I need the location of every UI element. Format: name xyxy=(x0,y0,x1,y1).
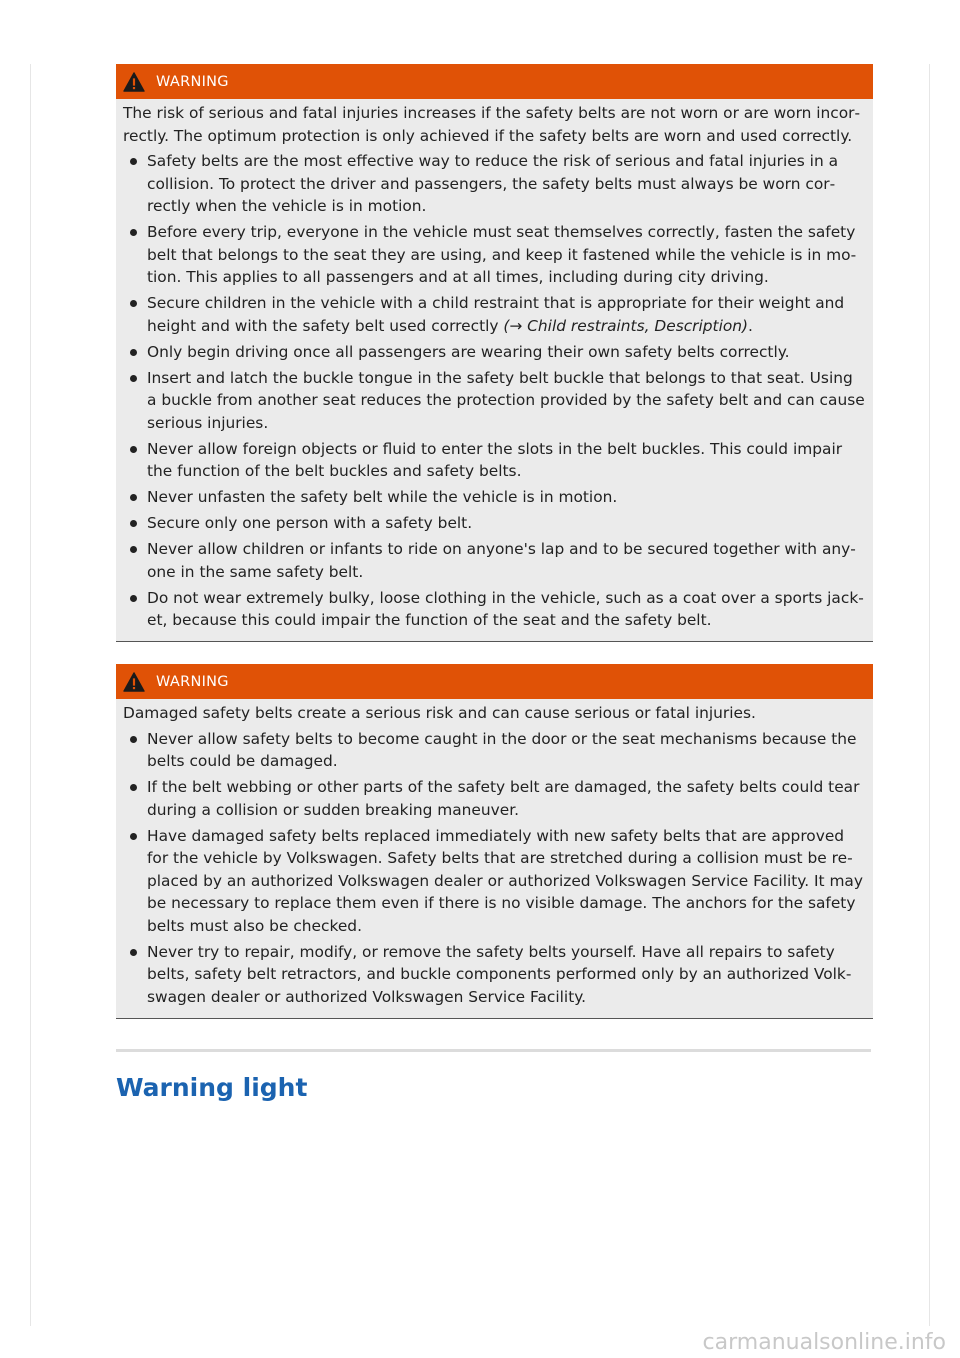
reference-suffix: . xyxy=(748,316,753,335)
child-restraints-reference-link[interactable]: (→ Child restraints, Description) xyxy=(503,316,749,335)
bullet-item: Never unfasten the safety belt while the vehicle is in motion. xyxy=(123,486,865,509)
page-margin-left xyxy=(30,64,31,1326)
bullet-item xyxy=(123,292,865,337)
warning-intro: The risk of serious and fatal injuries increases if the safety belts are not worn or are worn incorrectly. The optimum protection is only achieved if the safety belts are worn and used correctly. xyxy=(123,104,861,145)
bullet-item: Insert and latch the buckle tongue in the safety belt buckle that belongs to that seat. Using a buckle from another seat reduces the protection provided by the safety belt and can cause serious injuries. xyxy=(123,367,865,435)
bullet-item: Never try to repair, modify, or remove the safety belts yourself. Have all repairs to safety belts, safety belt retractors, and buckle components performed only by an authorized Volkswagen dealer or authorized Volkswagen Service Facility. xyxy=(123,941,865,1009)
warning-intro: Damaged safety belts create a serious risk and can cause serious or fatal injuries. xyxy=(123,704,756,722)
warning-body xyxy=(116,699,873,1018)
bullet-item: Do not wear extremely bulky, loose clothing in the vehicle, such as a coat over a sports jacket, because this could impair the function of the seat and the safety belt. xyxy=(123,587,865,632)
warning-title: WARNING xyxy=(156,673,229,690)
page-margin-right xyxy=(929,64,930,1326)
warning-bullet-list xyxy=(123,150,865,632)
bullet-item: Never allow children or infants to ride on anyone's lap and to be secured together with anyone in the same safety belt. xyxy=(123,538,865,583)
bullet-text: Secure children in the vehicle with a child restraint that is appropriate for their weight and height and with the safety belt used correctly xyxy=(147,294,845,335)
warning-triangle-icon xyxy=(123,72,145,92)
bullet-item: Have damaged safety belts replaced immediately with new safety belts that are approved for the vehicle by Volkswagen. Safety belts that are stretched during a collision must be replaced by an authorized Volkswagen dealer or authorized Volkswagen Service Facility. It may be necessary to replace them even if there is no visible damage. The anchors for the safety belts must also be checked. xyxy=(123,825,865,938)
bullet-item: Before every trip, everyone in the vehicle must seat themselves correctly, fasten the safety belt that belongs to the seat they are using, and keep it fastened while the vehicle is in motion. This applies to all passengers and at all times, including during city driving. xyxy=(123,221,865,289)
watermark: carmanualsonline.info xyxy=(702,1330,946,1355)
warning-box-damaged-belts xyxy=(116,664,873,1019)
bullet-item: Safety belts are the most effective way to reduce the risk of serious and fatal injuries in a collision. To protect the driver and passengers, the safety belts must always be worn correctly when the vehicle is in motion. xyxy=(123,150,865,218)
warning-header xyxy=(116,664,873,699)
warning-body xyxy=(116,99,873,641)
warning-bullet-list xyxy=(123,728,865,1009)
bullet-item: If the belt webbing or other parts of the safety belt are damaged, the safety belts could tear during a collision or sudden breaking maneuver. xyxy=(123,776,865,821)
bullet-item: Never allow foreign objects or fluid to enter the slots in the belt buckles. This could impair the function of the belt buckles and safety belts. xyxy=(123,438,865,483)
section-divider xyxy=(116,1049,871,1052)
bullet-item: Secure only one person with a safety belt. xyxy=(123,512,865,535)
warning-box-seatbelt-usage xyxy=(116,64,873,642)
section-heading: Warning light xyxy=(116,1073,308,1102)
warning-header xyxy=(116,64,873,99)
bullet-item: Only begin driving once all passengers are wearing their own safety belts correctly. xyxy=(123,341,865,364)
bullet-item: Never allow safety belts to become caught in the door or the seat mechanisms because the belts could be damaged. xyxy=(123,728,865,773)
warning-triangle-icon xyxy=(123,672,145,692)
warning-title: WARNING xyxy=(156,73,229,90)
